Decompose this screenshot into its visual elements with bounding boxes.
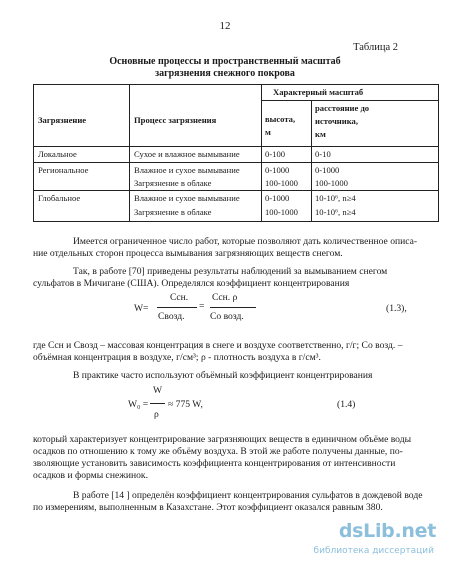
table-col-divider: [261, 84, 262, 222]
watermark-logo: dsLib.net: [338, 520, 436, 542]
cell-distance: 10-10⁶, n≥4: [315, 207, 356, 217]
page-number: 12: [219, 20, 231, 32]
cell-distance: 10-10⁶, n≥4: [315, 193, 356, 203]
table-title-line2: загрязнения снежного покрова: [155, 68, 295, 79]
paragraph-line: сульфатов в Мичигане (США). Определялся коэффициент концентрирования: [33, 278, 350, 289]
cell-height: 100-1000: [265, 207, 298, 217]
data-table: [33, 84, 439, 222]
paragraph-line: объёмная концентрация в воздухе, г/см³; ρ - плотность воздуха в г/см³.: [33, 352, 321, 363]
cell-process: Влажное и сухое вымывание: [134, 193, 240, 203]
formula-equals: =: [199, 301, 205, 312]
paragraph-line: В работе [14 ] определён коэффициент концентрирования сульфатов в дождевой воде: [73, 490, 423, 501]
fraction-bar: [210, 307, 256, 308]
watermark-subtitle: библиотека диссертаций: [313, 546, 434, 556]
paragraph-5: [33, 434, 439, 482]
watermark: [286, 520, 436, 560]
formula-lhs: W=: [134, 303, 149, 314]
table-border-left: [33, 84, 34, 222]
paragraph-line: осадков по отношению к тому же объёму воздуха. В этой же работе получены данные, по-: [33, 446, 403, 457]
header-process: Процесс загрязнения: [134, 115, 217, 125]
cell-height: 0-100: [265, 149, 286, 159]
header-pollution: Загрязнение: [38, 115, 87, 125]
cell-height: 0-1000: [265, 193, 290, 203]
fraction-bar: [150, 403, 165, 404]
paragraph-line: который характеризует концентрирование загрязняющих веществ в единичном объёме воды: [33, 434, 412, 445]
table-header-bottom: [33, 146, 439, 147]
header-distance-line1: расстояние до: [315, 103, 370, 113]
paragraph-line: ние отдельных сторон процесса вымывания загрязняющих веществ снегом.: [33, 248, 343, 259]
table-border-bottom: [33, 221, 439, 222]
formula-denominator: Cо возд.: [210, 311, 244, 322]
paragraph-line: Так, в работе [70] приведены результаты наблюдений за вымыванием снегом: [73, 266, 388, 277]
paragraph-4: В практике часто используют объёмный коэффициент концентрирования: [73, 370, 373, 381]
cell-process: Загрязнение в облаке: [134, 207, 212, 217]
formula-rhs: ≈ 775 W,: [168, 399, 203, 410]
paragraph-line: осадков и формы снежинок.: [33, 470, 148, 481]
cell-pollution: Региональное: [38, 165, 89, 175]
cell-process: Влажное и сухое вымывание: [134, 165, 240, 175]
paragraph-2: [33, 266, 439, 290]
equation-number: (1.4): [337, 399, 356, 410]
table-col-divider: [311, 100, 312, 222]
formula-lhs: W₀ =: [128, 399, 149, 410]
table-border-top: [33, 84, 439, 85]
table-row-divider: [33, 190, 439, 191]
paragraph-6: [33, 490, 439, 514]
cell-distance: 0-10: [315, 149, 331, 159]
paragraph-line: где Cсн и Cвозд – массовая концентрация в снеге и воздухе соответственно, г/г; Cо возд. –: [33, 340, 403, 351]
cell-height: 100-1000: [265, 178, 298, 188]
table-row-divider: [33, 162, 439, 163]
header-height-line1: высота,: [265, 114, 296, 124]
formula-numerator: Cсн. ρ: [212, 292, 238, 303]
table-title-line1: Основные процессы и пространственный масштаб: [109, 56, 341, 67]
paragraph-line: по измерениям, выполненным в Казахстане. Этот коэффициент оказался равным 380.: [33, 502, 383, 513]
cell-process: Загрязнение в облаке: [134, 178, 212, 188]
cell-distance: 0-1000: [315, 165, 340, 175]
fraction-bar: [157, 307, 197, 308]
table-header-divider: [261, 100, 439, 101]
table-label: Таблица 2: [353, 42, 398, 53]
formula-1-4: [0, 382, 450, 424]
formula-denominator: Cвозд.: [158, 311, 185, 322]
header-distance-line2: источника,: [315, 116, 358, 126]
cell-distance: 100-1000: [315, 178, 348, 188]
formula-denominator: ρ: [154, 409, 159, 420]
paragraph-1: [33, 236, 439, 260]
paragraph-line: зволяющие установить зависимость коэффициента концентрирования от интенсивности: [33, 458, 396, 469]
formula-1-3: [0, 290, 450, 334]
header-height-line2: м: [265, 127, 271, 137]
formula-numerator: W: [153, 385, 163, 396]
paragraph-3: [33, 340, 439, 364]
table-col-divider: [129, 84, 130, 222]
header-scale: Характерный масштаб: [273, 87, 364, 97]
table-border-right: [438, 84, 439, 222]
cell-process: Сухое и влажное вымывание: [134, 149, 240, 159]
cell-pollution: Глобальное: [38, 193, 81, 203]
header-distance-line3: км: [315, 129, 326, 139]
formula-numerator: Cсн.: [170, 292, 189, 303]
cell-height: 0-1000: [265, 165, 290, 175]
cell-pollution: Локальное: [38, 149, 77, 159]
equation-number: (1.3),: [386, 303, 407, 314]
paragraph-line: Имеется ограниченное число работ, которые позволяют дать количественное описа-: [73, 236, 418, 247]
